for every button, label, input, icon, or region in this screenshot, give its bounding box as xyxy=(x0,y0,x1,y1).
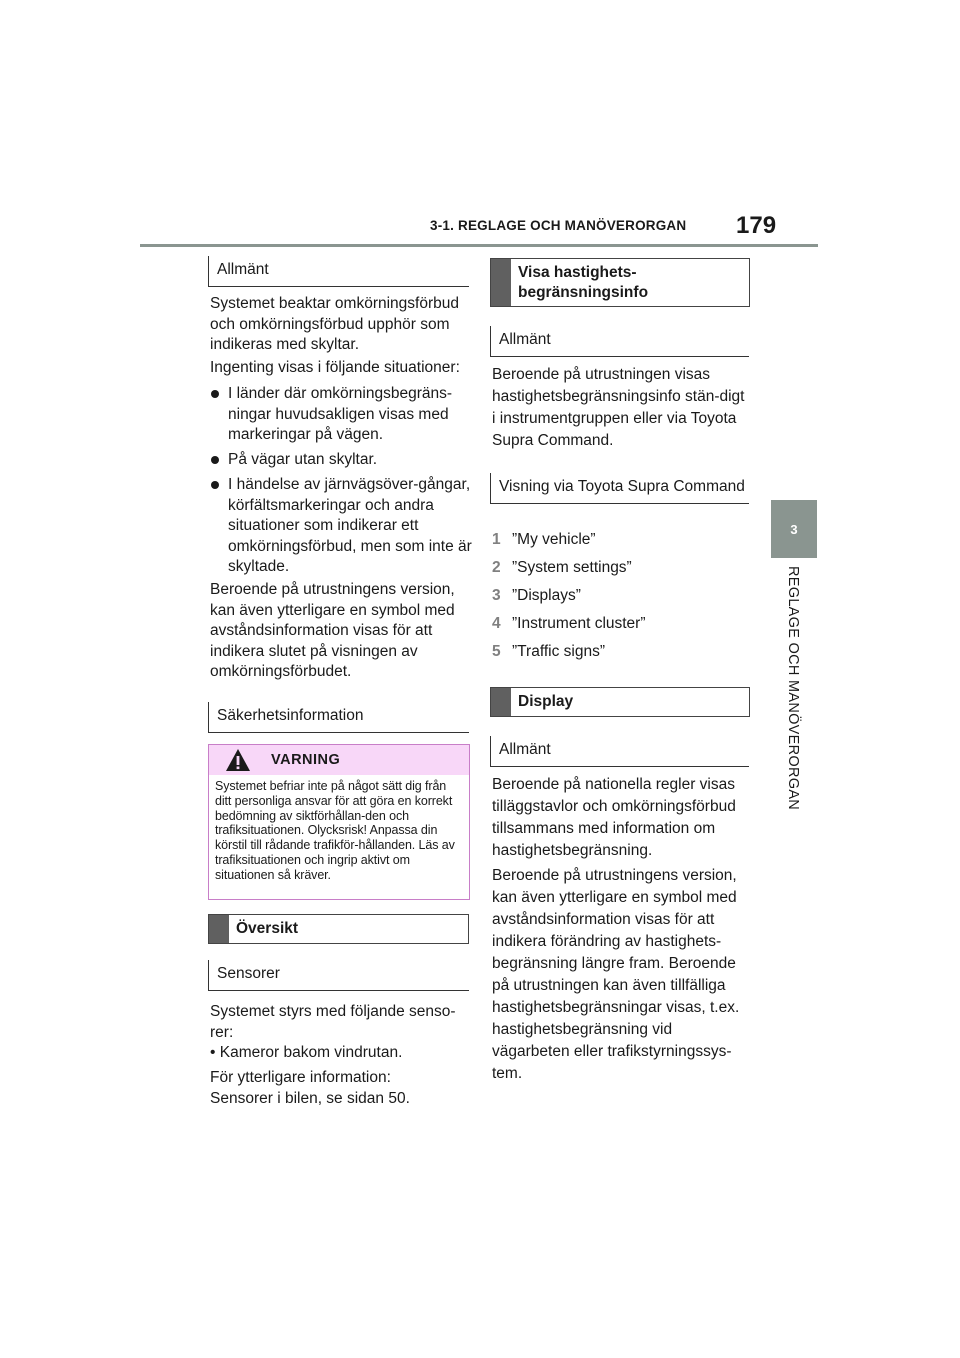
list-item: I länder där omkörningsbegräns-ningar huvudsakligen visas med markeringar på vägen. xyxy=(210,384,472,446)
subheading-allmant: Allmänt xyxy=(490,736,749,767)
step-item: 4 ”Instrument cluster” xyxy=(492,615,646,632)
step-item: 3 ”Displays” xyxy=(492,587,581,604)
paragraph: Systemet styrs med följande senso-rer: xyxy=(210,1003,456,1041)
paragraph: Beroende på utrustningen visas hastighetsbegränsningsinfo stän-digt i instrumentgruppen eller via Toyota Supra Command. xyxy=(492,366,745,449)
warning-text: Systemet befriar inte på något sätt dig från ditt personliga ansvar för att göra en korrekt bedömning av siktförhållan-den och trafiksituationen. Olycksrisk! Anpassa din körstil till rådande trafikför-hållanden. Läs av trafiksituationen och ingrip aktivt om situationen så kräver. xyxy=(215,779,455,882)
section-heading-display xyxy=(490,687,750,717)
subheading-allmant: Allmänt xyxy=(208,256,469,287)
section-heading-text: Översikt xyxy=(236,920,299,937)
warning-triangle-icon xyxy=(225,748,251,772)
subheading-sakerhetsinformation: Säkerhetsinformation xyxy=(208,702,469,733)
list-item: • Kameror bakom vindrutan. xyxy=(210,1044,403,1061)
section-heading-text: Visa hastighets-begränsningsinfo xyxy=(518,264,649,301)
paragraph: Beroende på nationella regler visas tilläggstavlor och omkörningsförbud tillsammans med information om hastighetsbegränsning. xyxy=(492,776,736,859)
subheading-allmant: Allmänt xyxy=(490,326,749,357)
section-heading-visa xyxy=(490,258,750,307)
list-item: På vägar utan skyltar. xyxy=(210,450,472,471)
section-heading-text: Display xyxy=(518,693,574,710)
paragraph: För ytterligare information: Sensorer i bilen, se sidan 50. xyxy=(210,1069,410,1107)
warning-label: VARNING xyxy=(271,752,341,768)
section-bar xyxy=(491,688,511,716)
paragraph: Beroende på utrustningens version, kan även ytterligare en symbol med avståndsinformation visas för att indikera slutet på visningen av omkörningsförbudet. xyxy=(210,581,455,680)
section-bar xyxy=(491,259,511,306)
section-bar xyxy=(209,915,229,943)
chapter-tab xyxy=(771,500,817,558)
warning-header xyxy=(209,745,469,775)
paragraph: Beroende på utrustningens version, kan även ytterligare en symbol med avståndsinformation visas för att indikera förändring av hastighets-begränsning längre fram. Beroende på utrustningen kan även tillfälliga hastighetsbegränsningar visas, t.ex. hastighetsbegränsning vid vägarbeten eller trafikstyrningssys-tem. xyxy=(492,867,740,1082)
step-item: 5 ”Traffic signs” xyxy=(492,643,606,660)
chapter-tab-number: 3 xyxy=(790,521,798,537)
warning-box xyxy=(208,744,470,900)
list-item: I händelse av järnvägsöver-gångar, körfältsmarkeringar och andra situationer som indikerar ett omkörningsförbud, men som inte är skyltade. xyxy=(210,475,472,578)
step-item: 2 ”System settings” xyxy=(492,559,632,576)
page-number: 179 xyxy=(736,212,777,239)
chapter-side-text: REGLAGE OCH MANÖVERORGAN xyxy=(785,566,801,811)
subheading-visning: Visning via Toyota Supra Command xyxy=(490,473,749,504)
paragraph: Systemet beaktar omkörningsförbud och omkörningsförbud upphör som indikeras med skyltar. xyxy=(210,295,459,353)
chapter-title: 3-1. REGLAGE OCH MANÖVERORGAN xyxy=(430,218,687,233)
section-heading-oversikt xyxy=(208,914,469,944)
header-rule xyxy=(140,244,818,247)
paragraph: Ingenting visas i följande situationer: xyxy=(210,359,460,376)
subheading-sensorer: Sensorer xyxy=(208,960,469,991)
step-item: 1 ”My vehicle” xyxy=(492,531,596,548)
